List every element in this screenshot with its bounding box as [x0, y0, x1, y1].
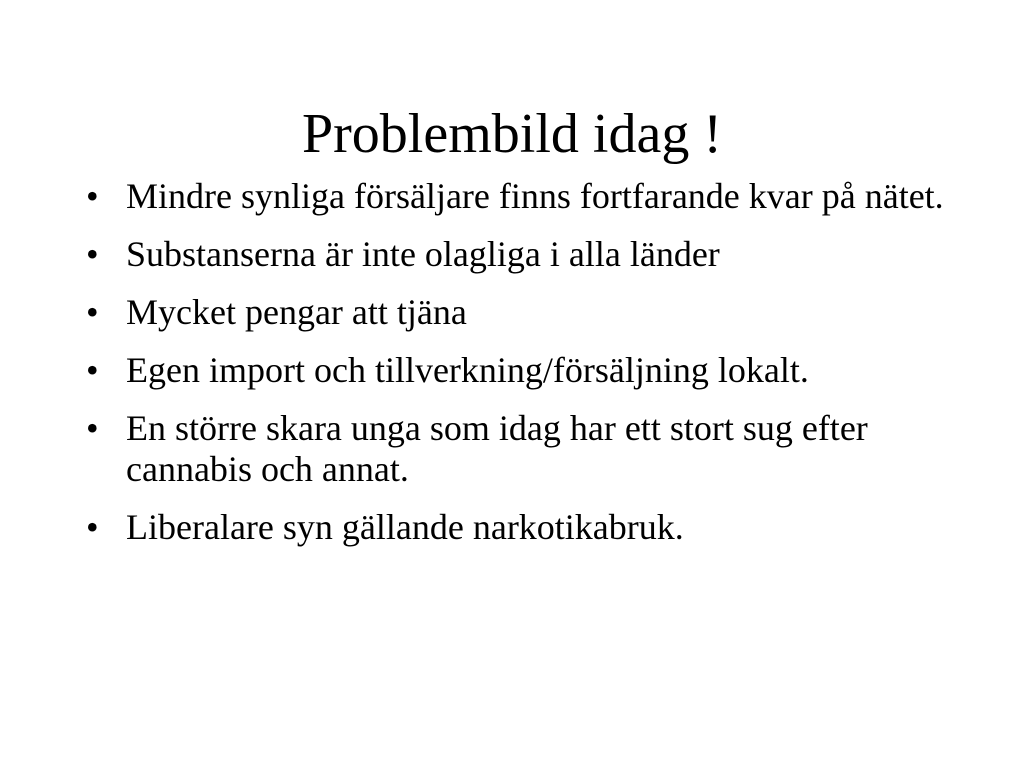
bullet-icon: • [86, 507, 99, 547]
slide-title: Problembild idag ! [302, 103, 722, 165]
bullet-text: Mindre synliga försäljare finns fortfarande kvar på nätet. [126, 176, 944, 216]
bullet-text: Substanserna är inte olagliga i alla länder [126, 234, 720, 274]
list-item [86, 350, 966, 391]
bullet-text: Mycket pengar att tjäna [126, 292, 467, 332]
bullet-text: Liberalare syn gällande narkotikabruk. [126, 507, 684, 547]
bullet-list [86, 176, 966, 565]
list-item [86, 234, 966, 275]
bullet-icon: • [86, 176, 99, 216]
list-item [86, 408, 966, 490]
list-item [86, 292, 966, 333]
bullet-text: Egen import och tillverkning/försäljning lokalt. [126, 350, 809, 390]
bullet-icon: • [86, 408, 99, 448]
bullet-icon: • [86, 234, 99, 274]
list-item [86, 176, 966, 217]
list-item [86, 507, 966, 548]
bullet-icon: • [86, 350, 99, 390]
bullet-text: En större skara unga som idag har ett stort sug efter cannabis och annat. [126, 408, 868, 489]
bullet-icon: • [86, 292, 99, 332]
